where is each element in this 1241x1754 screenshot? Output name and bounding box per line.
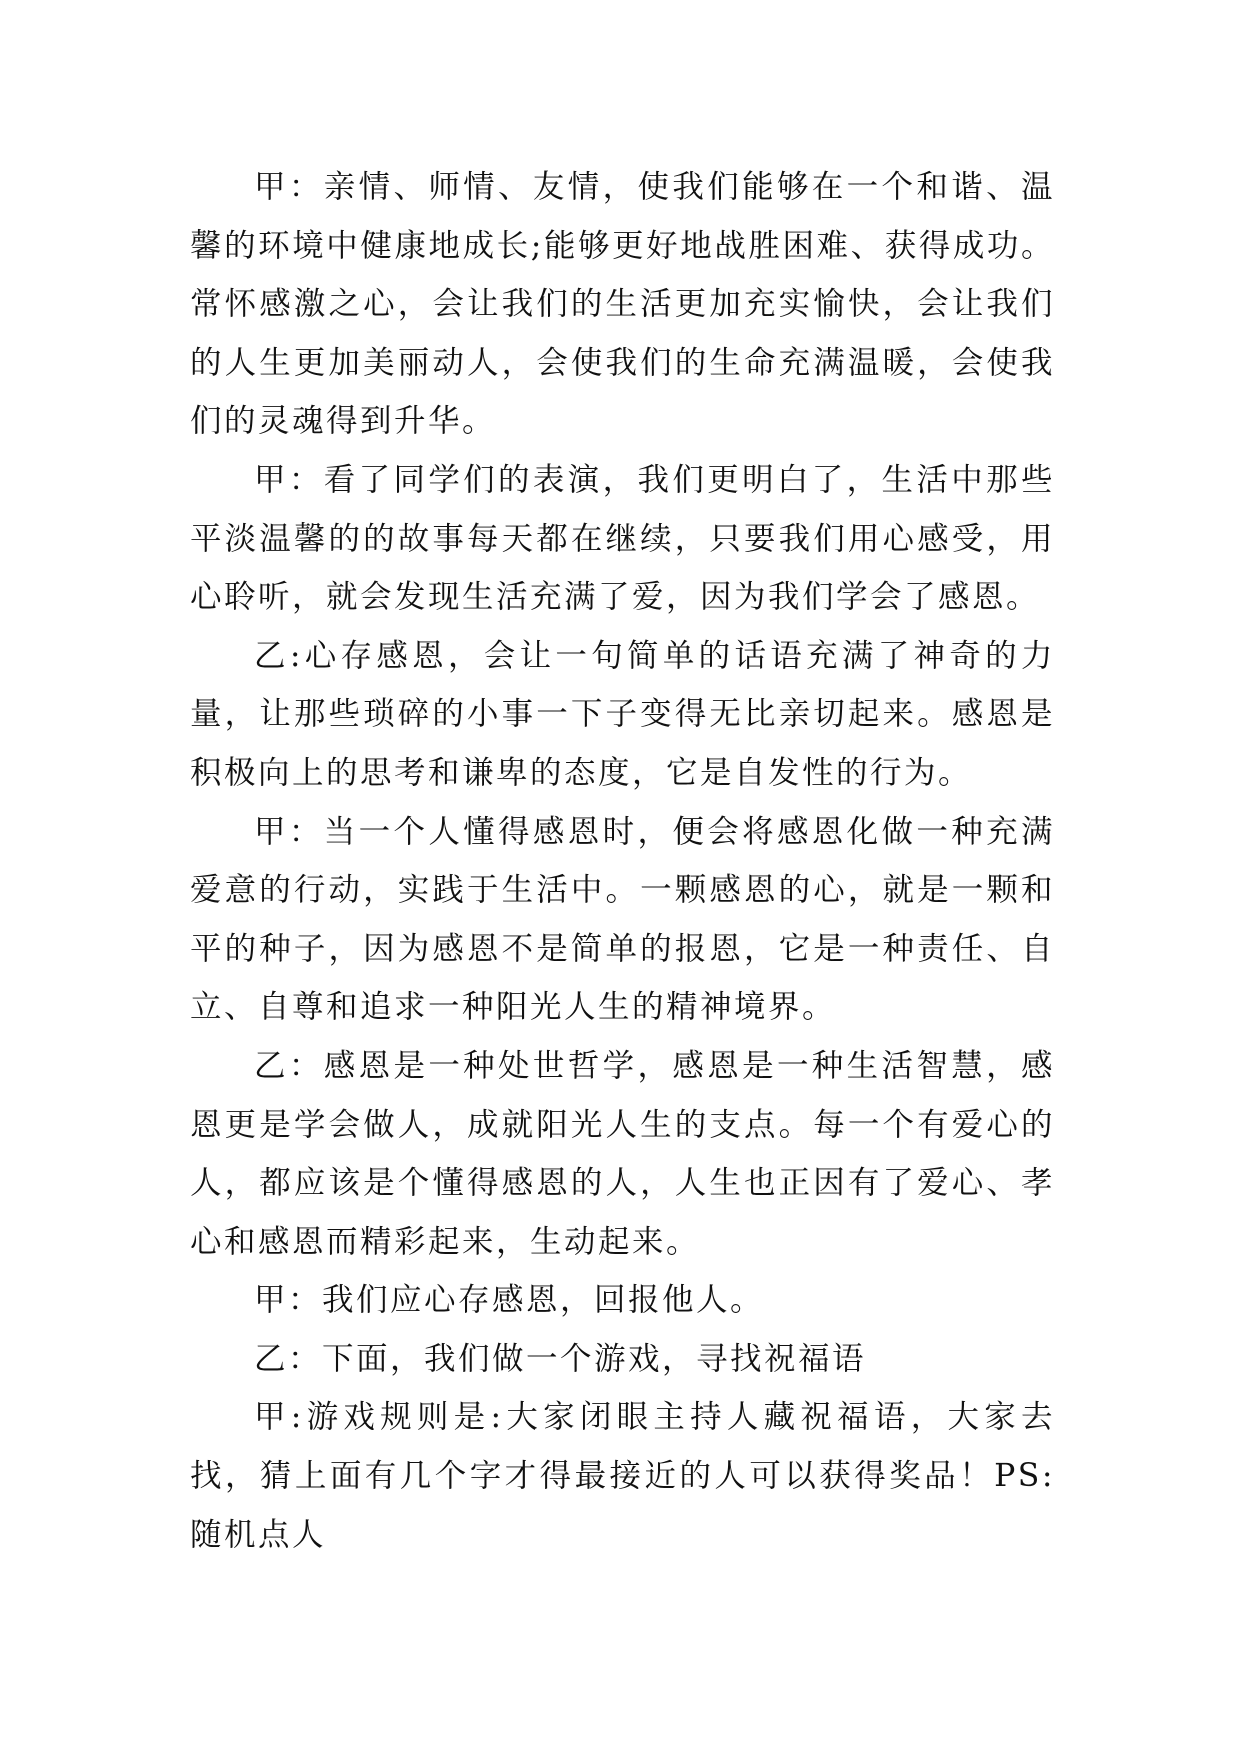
- paragraph-2: 甲：看了同学们的表演，我们更明白了，生活中那些平淡温馨的的故事每天都在继续，只要我们用心感受，用心聆听，就会发现生活充满了爱，因为我们学会了感恩。: [190, 461, 1055, 616]
- paragraph-8: 甲:游戏规则是:大家闭眼主持人藏祝福语，大家去找，猜上面有几个字才得最接近的人可以获得奖品！PS:随机点人: [190, 1399, 1055, 1553]
- paragraph-6: 甲：我们应心存感恩，回报他人。: [254, 1282, 765, 1319]
- paragraph-7: 乙：下面，我们做一个游戏，寻找祝福语: [254, 1340, 867, 1377]
- paragraph-1: 甲：亲情、师情、友情，使我们能够在一个和谐、温馨的环境中健康地成长;能够更好地战胜困难、获得成功。常怀感激之心，会让我们的生活更加充实愉快，会让我们的人生更加美丽动人，会使我们的生命充满温暖，会使我们的灵魂得到升华。: [190, 169, 1055, 440]
- paragraph-3: 乙:心存感恩，会让一句简单的话语充满了神奇的力量，让那些琐碎的小事一下子变得无比亲切起来。感恩是积极向上的思考和谦卑的态度，它是自发性的行为。: [190, 637, 1055, 791]
- document-body: [190, 158, 1055, 1564]
- paragraph-5: 乙：感恩是一种处世哲学，感恩是一种生活智慧，感恩更是学会做人，成就阳光人生的支点。每一个有爱心的人，都应该是个懂得感恩的人，人生也正因有了爱心、孝心和感恩而精彩起来，生动起来。: [190, 1047, 1055, 1260]
- paragraph-4: 甲：当一个人懂得感恩时，便会将感恩化做一种充满爱意的行动，实践于生活中。一颗感恩的心，就是一颗和平的种子，因为感恩不是简单的报恩，它是一种责任、自立、自尊和追求一种阳光人生的精神境界。: [190, 813, 1055, 1026]
